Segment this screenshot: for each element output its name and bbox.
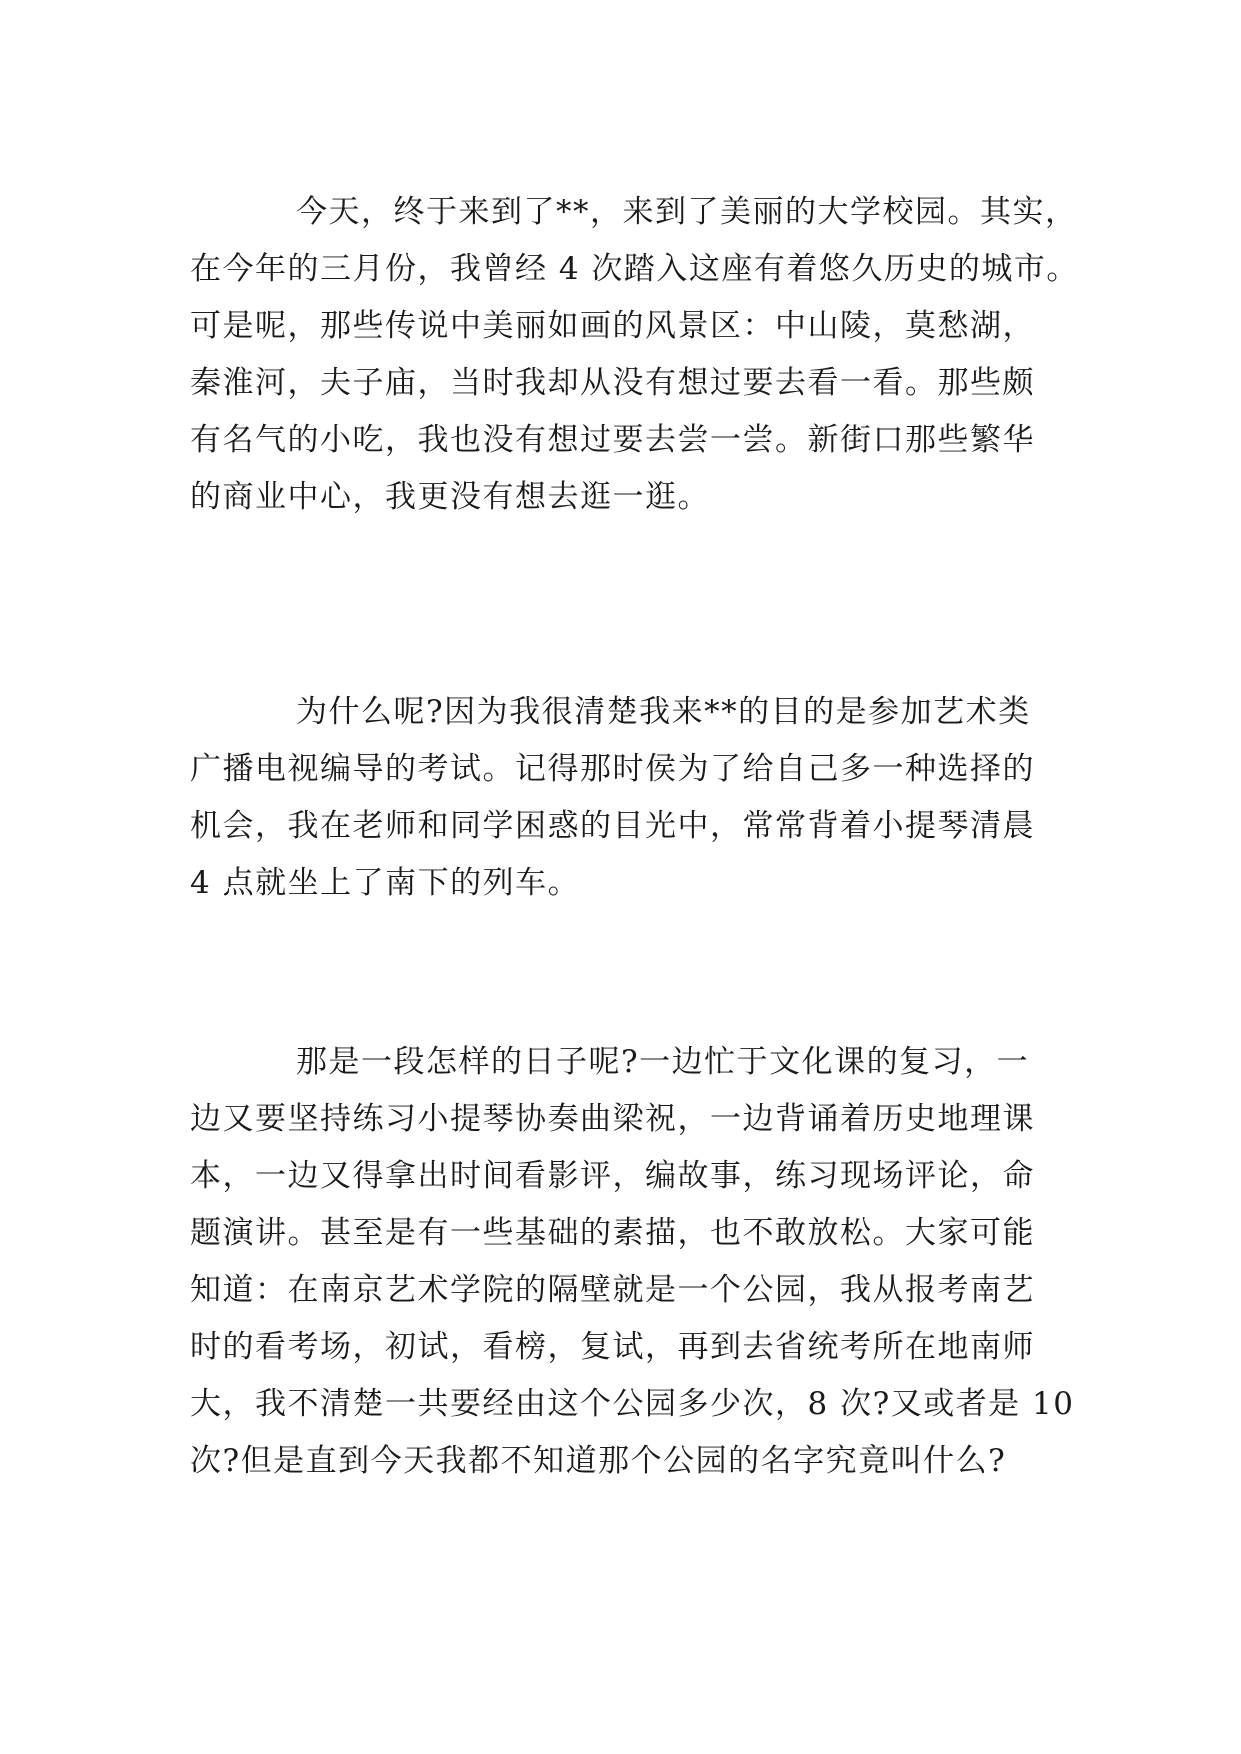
paragraph-line: 4 点就坐上了南下的列车。 [190,865,581,901]
paragraph-2 [190,684,1070,912]
paragraph-line: 秦淮河，夫子庙，当时我却从没有想过要去看一看。那些颇 [190,365,1035,401]
paragraph-line: 本，一边又得拿出时间看影评，编故事，练习现场评论，命 [190,1158,1035,1194]
paragraph-line: 那是一段怎样的日子呢?一边忙于文化课的复习，一 [296,1044,1030,1080]
paragraph-line: 今天，终于来到了**，来到了美丽的大学校园。其实， [296,194,1078,230]
paragraph-line: 次?但是直到今天我都不知道那个公园的名字究竟叫什么? [190,1443,1007,1479]
paragraph-line: 在今年的三月份，我曾经 4 次踏入这座有着悠久历史的城市。 [190,251,1079,287]
paragraph-line: 时的看考场，初试，看榜，复试，再到去省统考所在地南师 [190,1329,1035,1365]
paragraph-line: 大，我不清楚一共要经由这个公园多少次，8 次?又或者是 10 [190,1386,1075,1422]
paragraph-1 [190,184,1079,526]
paragraph-line: 广播电视编导的考试。记得那时侯为了给自己多一种选择的 [190,751,1035,787]
paragraph-line: 题演讲。甚至是有一些基础的素描，也不敢放松。大家可能 [190,1215,1035,1251]
paragraph-line: 可是呢，那些传说中美丽如画的风景区：中山陵，莫愁湖， [190,308,1035,344]
paragraph-line: 知道：在南京艺术学院的隔壁就是一个公园，我从报考南艺 [190,1272,1035,1308]
paragraph-line: 边又要坚持练习小提琴协奏曲梁祝，一边背诵着历史地理课 [190,1101,1035,1137]
paragraph-3 [190,1034,1075,1490]
paragraph-line: 为什么呢?因为我很清楚我来**的目的是参加艺术类 [296,694,1031,730]
paragraph-line: 机会，我在老师和同学困惑的目光中，常常背着小提琴清晨 [190,808,1035,844]
paragraph-line: 有名气的小吃，我也没有想过要去尝一尝。新街口那些繁华 [190,422,1035,458]
paragraph-line: 的商业中心，我更没有想去逛一逛。 [190,479,710,515]
